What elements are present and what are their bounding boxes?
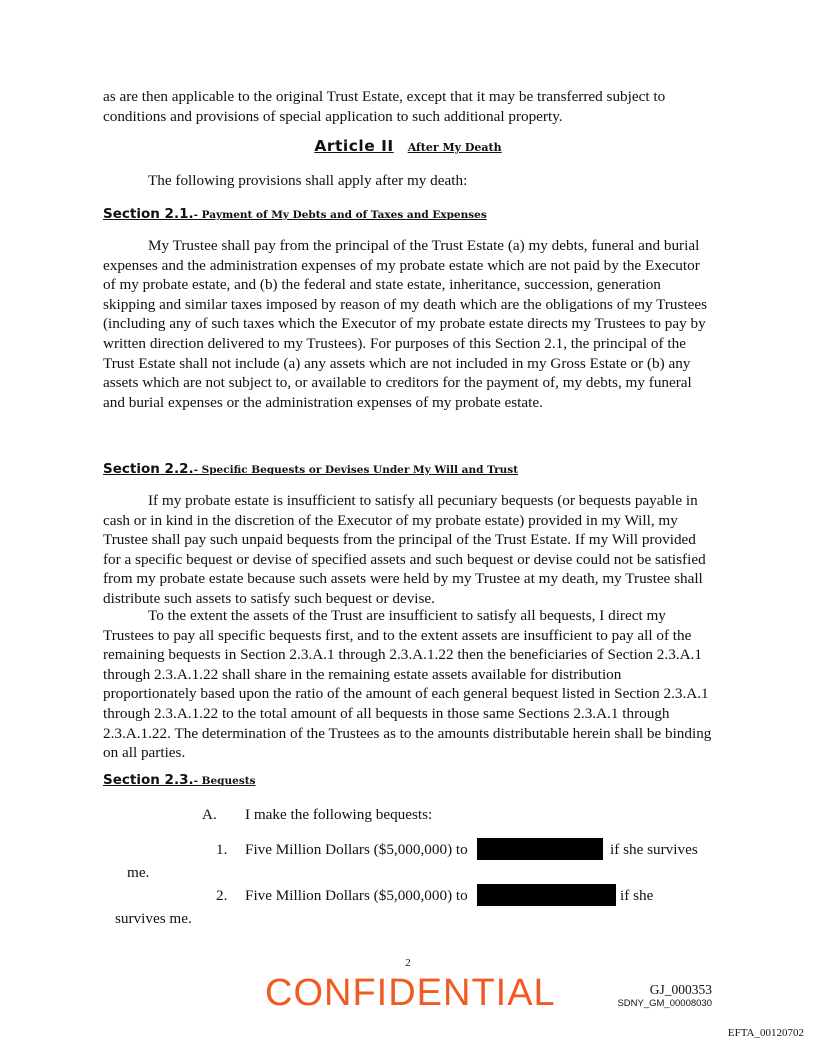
section-2-1-paragraph: My Trustee shall pay from the principal of the Trust Estate (a) my debts, funeral and burial expenses and the administration expenses of my probate estate which are not paid by the Executor of my probate estate, and (b) the federal and state estate, inheritance, succession, generation skipping and similar taxes imposed by reason of my death which are the obligations of my Trustees (including any of such taxes which the Executor of my probate estate directs my Trustees to pay by written direction delivered to my Trustees). For purposes of this Section 2.1, the principal of the Trust Estate shall not include (a) any assets which are not included in my Gross Estate or (b) any assets which are not subject to, or available to creditors for the payment of, my debts, my funeral and burial expenses or the administration expenses of my probate estate. bbox=[103, 237, 708, 411]
section-number: Section 2.3. bbox=[103, 772, 194, 788]
bequest-2-text: Five Million Dollars ($5,000,000) to bbox=[245, 887, 468, 904]
bequest-1-tail: if she survives bbox=[610, 841, 698, 858]
subsection-label: A. bbox=[202, 806, 217, 823]
section-number: Section 2.2. bbox=[103, 461, 194, 477]
section-2-2-paragraph-1: If my probate estate is insufficient to satisfy all pecuniary bequests (or bequests payable in cash or in kind in the discretion of the Executor of my probate estate) provided in my Will, my Trustee shall pay such unpaid bequests from the principal of the Trust Estate. If my Will provided for a specific bequest or devise of specified assets and such bequest or devise could not be satisfied from my probate estate because such assets were held by my Trustee at my death, my Trustee shall distribute such assets to satisfy such bequest or devise. bbox=[103, 492, 706, 607]
article-intro: The following provisions shall apply after my death: bbox=[148, 172, 468, 189]
section-2-3-heading bbox=[103, 771, 256, 789]
redaction-bar bbox=[477, 838, 603, 860]
subsection-text: I make the following bequests: bbox=[245, 806, 433, 823]
bequest-2-number: 2. bbox=[216, 887, 228, 904]
bequest-1-continuation: me. bbox=[127, 864, 150, 881]
redaction-bar bbox=[477, 884, 616, 906]
bates-number-sdny: SDNY_GM_00008030 bbox=[617, 998, 712, 1009]
section-number: Section 2.1. bbox=[103, 206, 194, 222]
article-number: Article II bbox=[314, 137, 394, 155]
section-2-2-heading bbox=[103, 460, 518, 478]
section-title: - Specific Bequests or Devises Under My Will and Trust bbox=[193, 464, 519, 476]
bequest-1-text: Five Million Dollars ($5,000,000) to bbox=[245, 841, 468, 858]
section-2-1-heading bbox=[103, 205, 487, 223]
section-2-2-paragraph-2: To the extent the assets of the Trust are insufficient to satisfy all bequests, I direct my Trustees to pay all specific bequests first, and to the extent assets are insufficient to pay all of the remaining bequests in Section 2.3.A.1 through 2.3.A.1.22 then the beneficiaries of Section 2.3.A.1 through 2.3.A.1.22 shall share in the remaining estate assets available for distribution proportionately based upon the ratio of the amount of each general bequest listed in Section 2.3.A.1 through 2.3.A.1.22 to the total amount of all bequests in those same Sections 2.3.A.1 through 2.3.A.1.22. The determination of the Trustees as to the amounts distributable herein shall be binding on all parties. bbox=[103, 607, 712, 762]
bequest-2-continuation: survives me. bbox=[115, 910, 192, 927]
confidential-stamp: CONFIDENTIAL bbox=[265, 972, 556, 1014]
article-title: After My Death bbox=[407, 141, 502, 154]
page-number: 2 bbox=[405, 957, 411, 969]
section-title: - Bequests bbox=[193, 775, 256, 787]
bates-number-gj: GJ_000353 bbox=[649, 982, 712, 997]
bequest-1-number: 1. bbox=[216, 841, 228, 858]
intro-paragraph: as are then applicable to the original Trust Estate, except that it may be transferred subject to conditions and provisions of special application to such additional property. bbox=[103, 88, 666, 125]
article-heading bbox=[0, 137, 816, 156]
bequest-2-tail: if she bbox=[620, 887, 654, 904]
efta-number: EFTA_00120702 bbox=[727, 1027, 804, 1039]
section-title: - Payment of My Debts and of Taxes and Expenses bbox=[193, 209, 487, 221]
